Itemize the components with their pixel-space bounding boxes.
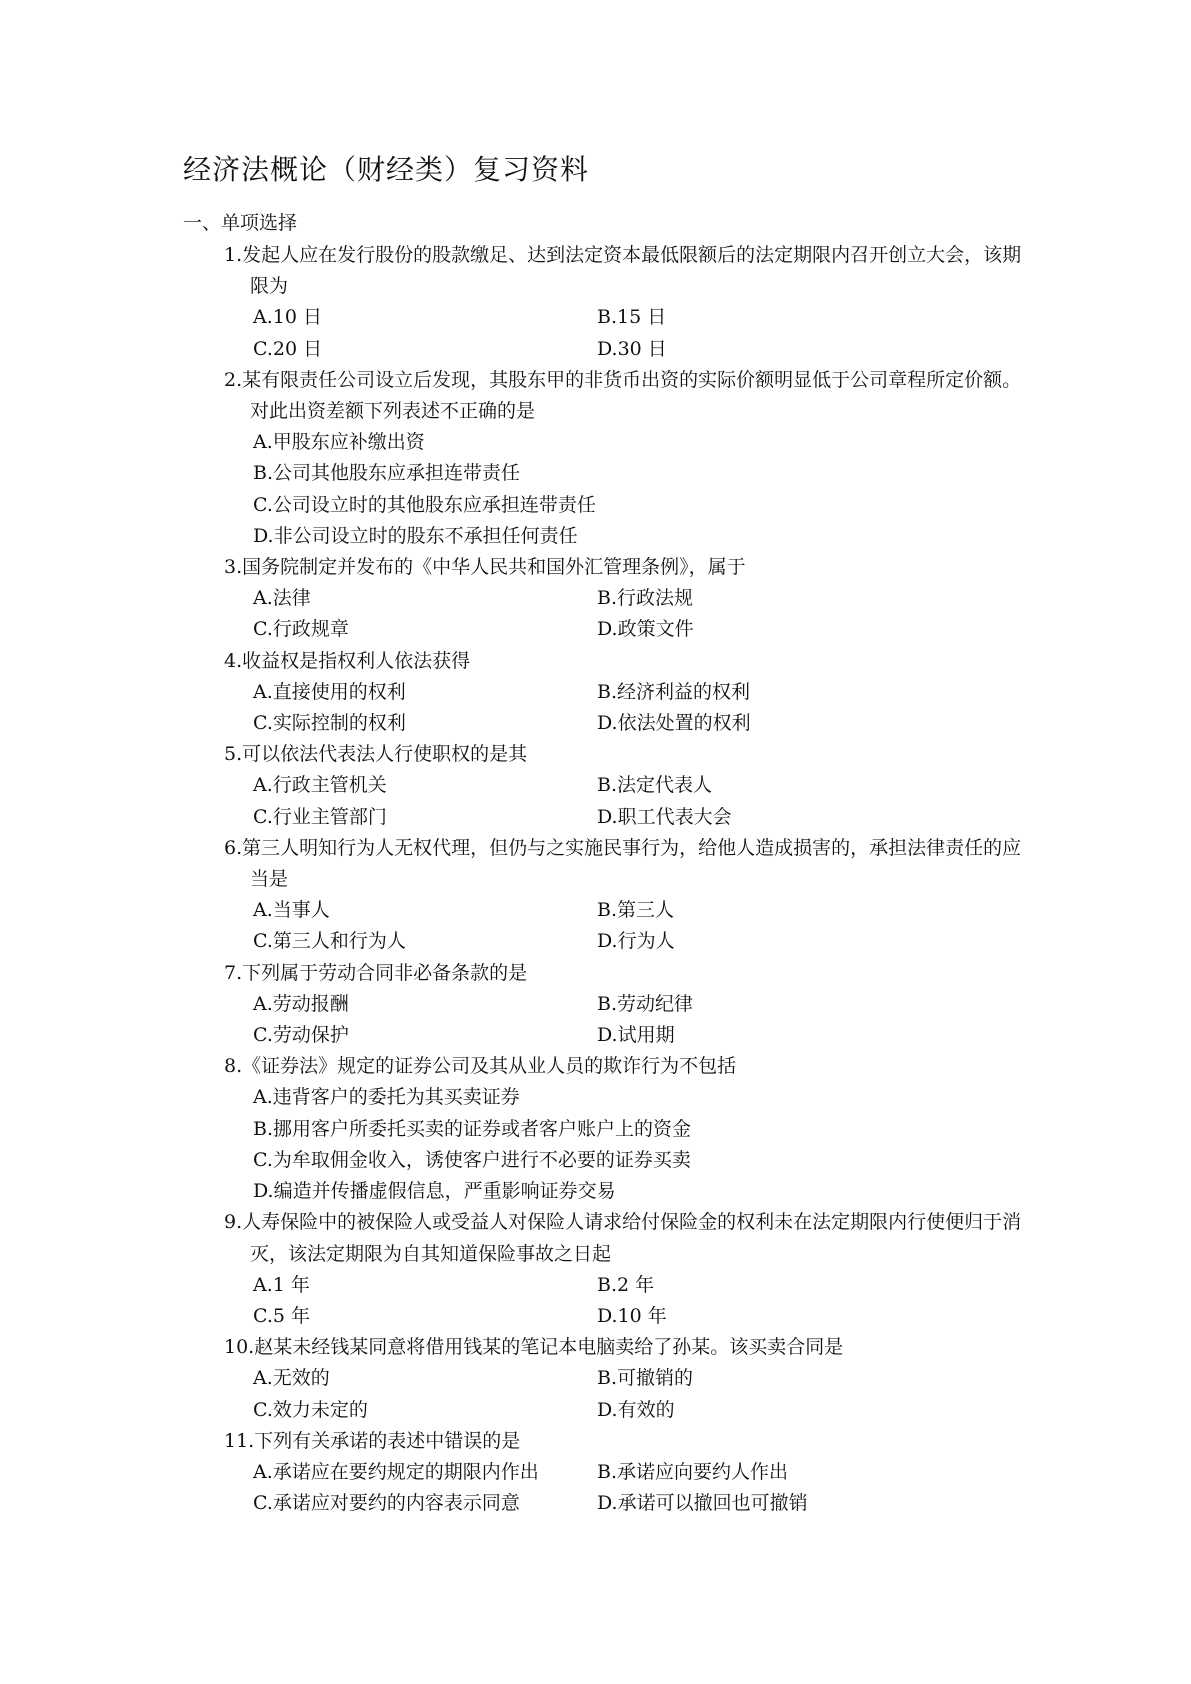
answer-option: C.劳动保护: [253, 1024, 349, 1047]
answer-option: B.承诺应向要约人作出: [597, 1460, 789, 1483]
option-group: [253, 770, 1024, 832]
question-stem: 4.收益权是指权利人依法获得: [224, 649, 471, 672]
question-item: [224, 1051, 1024, 1207]
answer-option: D.编造并传播虚假信息，严重影响证券交易: [253, 1180, 616, 1203]
question-item: [224, 552, 1024, 646]
answer-option: D.30 日: [597, 337, 667, 360]
option-group: [253, 677, 1024, 739]
answer-option: D.非公司设立时的股东不承担任何责任: [253, 524, 578, 547]
section-heading: 一、单项选择: [183, 212, 298, 234]
answer-option: C.行业主管部门: [253, 805, 387, 828]
answer-option: B.2 年: [597, 1273, 655, 1296]
question-item: [224, 1426, 1024, 1520]
answer-option: A.承诺应在要约规定的期限内作出: [253, 1460, 539, 1483]
answer-option: A.行政主管机关: [253, 774, 387, 797]
answer-option: D.试用期: [597, 1024, 675, 1047]
question-item: [224, 958, 1024, 1052]
answer-option: A.违背客户的委托为其买卖证券: [253, 1086, 520, 1109]
question-stem: 7.下列属于劳动合同非必备条款的是: [224, 961, 528, 984]
question-item: [224, 739, 1024, 833]
answer-option: A.劳动报酬: [253, 992, 349, 1015]
answer-option: A.无效的: [253, 1367, 330, 1390]
question-stem: 10.赵某未经钱某同意将借用钱某的笔记本电脑卖给了孙某。该买卖合同是: [224, 1336, 844, 1359]
question-stem: 5.可以依法代表法人行使职权的是其: [224, 743, 528, 766]
answer-option: B.15 日: [597, 306, 667, 329]
option-group: [253, 989, 1024, 1051]
question-item: [224, 365, 1024, 552]
question-item: [224, 1332, 1024, 1426]
answer-option: A.法律: [253, 587, 311, 610]
option-group: [253, 895, 1024, 957]
answer-option: B.第三人: [597, 899, 675, 922]
answer-option: C.第三人和行为人: [253, 930, 406, 953]
answer-option: B.挪用客户所委托买卖的证券或者客户账户上的资金: [253, 1117, 692, 1140]
option-group: [253, 1270, 1024, 1332]
answer-option: A.直接使用的权利: [253, 680, 406, 703]
answer-option: D.政策文件: [597, 618, 694, 641]
answer-option: D.依法处置的权利: [597, 712, 751, 735]
answer-option: C.5 年: [253, 1304, 311, 1327]
question-stem: 1.发起人应在发行股份的股款缴足、达到法定资本最低限额后的法定期限内召开创立大会，该期限为: [224, 244, 1022, 298]
question-stem: 2.某有限责任公司设立后发现，其股东甲的非货币出资的实际价额明显低于公司章程所定价额。对此出资差额下列表述不正确的是: [224, 368, 1022, 423]
question-item: [224, 833, 1024, 958]
question-stem: 9.人寿保险中的被保险人或受益人对保险人请求给付保险金的权利未在法定期限内行使便归于消灭，该法定期限为自其知道保险事故之日起: [224, 1211, 1022, 1265]
option-group: [253, 427, 1024, 552]
answer-option: D.行为人: [597, 930, 675, 953]
option-group: [253, 302, 1024, 364]
answer-option: A.当事人: [253, 899, 330, 922]
document-title: 经济法概论（财经类）复习资料: [183, 153, 590, 186]
answer-option: B.行政法规: [597, 587, 694, 610]
question-item: [224, 240, 1024, 365]
answer-option: B.可撤销的: [597, 1367, 694, 1390]
option-group: [253, 1082, 1024, 1207]
answer-option: D.承诺可以撤回也可撤销: [597, 1492, 808, 1515]
answer-option: C.为牟取佣金收入，诱使客户进行不必要的证券买卖: [253, 1148, 691, 1171]
answer-option: D.10 年: [597, 1304, 667, 1327]
answer-option: A.甲股东应补缴出资: [253, 431, 425, 454]
question-list: [224, 240, 1024, 1519]
question-stem: 3.国务院制定并发布的《中华人民共和国外汇管理条例》，属于: [224, 556, 746, 579]
answer-option: D.职工代表大会: [597, 805, 732, 828]
answer-option: A.10 日: [253, 306, 322, 329]
answer-option: C.20 日: [253, 337, 323, 360]
answer-option: D.有效的: [597, 1398, 675, 1421]
answer-option: B.经济利益的权利: [597, 680, 751, 703]
question-stem: 6.第三人明知行为人无权代理，但仍与之实施民事行为，给他人造成损害的，承担法律责任的应当是: [224, 836, 1022, 891]
answer-option: C.实际控制的权利: [253, 712, 406, 735]
question-stem: 11.下列有关承诺的表述中错误的是: [224, 1429, 521, 1452]
answer-option: C.公司设立时的其他股东应承担连带责任: [253, 493, 596, 516]
answer-option: B.劳动纪律: [597, 992, 694, 1015]
answer-option: A.1 年: [253, 1273, 310, 1296]
option-group: [253, 1457, 1024, 1519]
question-item: [224, 646, 1024, 740]
answer-option: C.承诺应对要约的内容表示同意: [253, 1492, 520, 1515]
question-item: [224, 1207, 1024, 1332]
answer-option: B.公司其他股东应承担连带责任: [253, 462, 521, 485]
question-stem: 8.《证券法》规定的证券公司及其从业人员的欺诈行为不包括: [224, 1055, 737, 1078]
option-group: [253, 583, 1024, 645]
option-group: [253, 1363, 1024, 1425]
answer-option: C.行政规章: [253, 618, 349, 641]
answer-option: B.法定代表人: [597, 774, 713, 797]
answer-option: C.效力未定的: [253, 1398, 368, 1421]
